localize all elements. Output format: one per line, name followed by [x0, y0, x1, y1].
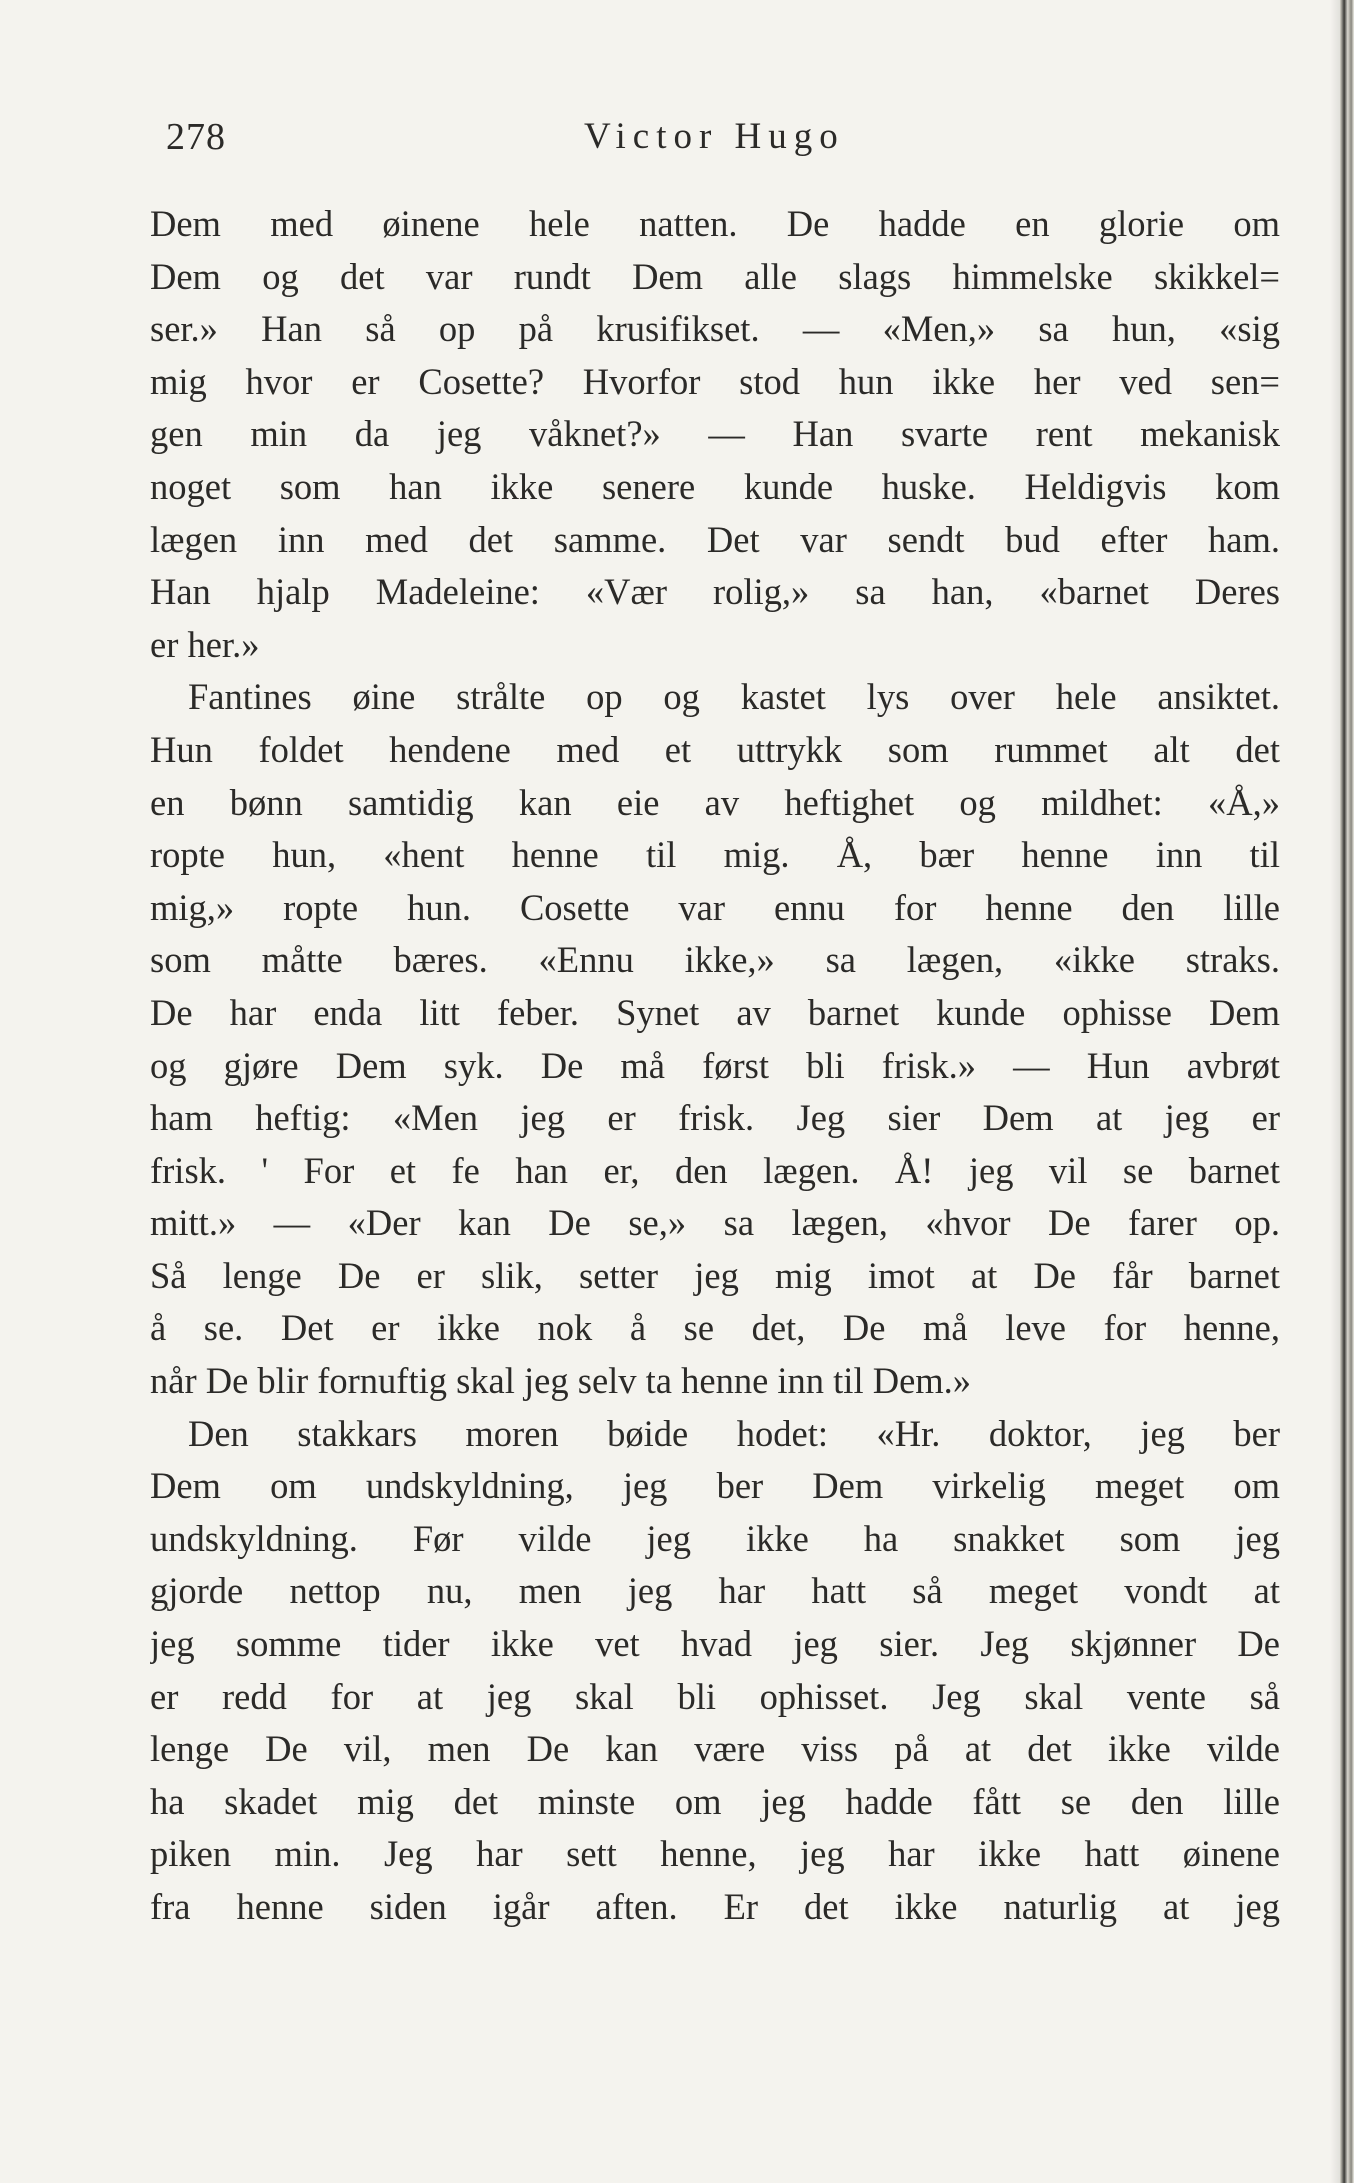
text-line: jeg somme tider ikke vet hvad jeg sier. Jeg skjønner De [150, 1623, 1280, 1665]
text-line: å se. Det er ikke nok å se det, De må leve for henne, [150, 1307, 1280, 1349]
text-line: er her.» [150, 623, 260, 665]
text-line: ha skadet mig det minste om jeg hadde fått se den lille [150, 1780, 1280, 1822]
text-line: og gjøre Dem syk. De må først bli frisk.» — Hun avbrøt [150, 1044, 1280, 1086]
text-line: ser.» Han så op på krusifikset. — «Men,» sa hun, «sig [150, 308, 1280, 350]
text-line: frisk. ' For et fe han er, den lægen. Å! jeg vil se barnet [150, 1149, 1280, 1191]
text-line: Den stakkars moren bøide hodet: «Hr. doktor, jeg ber [188, 1412, 1280, 1454]
text-line: Hun foldet hendene med et uttrykk som rummet alt det [150, 728, 1280, 770]
text-line: er redd for at jeg skal bli ophisset. Jeg skal vente så [150, 1675, 1280, 1717]
text-line: mig hvor er Cosette? Hvorfor stod hun ikke her ved sen= [150, 360, 1280, 402]
text-line: lenge De vil, men De kan være viss på at det ikke vilde [150, 1728, 1280, 1770]
text-line: Fantines øine strålte op og kastet lys over hele ansiktet. [188, 676, 1280, 718]
running-title: Victor Hugo [584, 116, 845, 157]
text-line: Dem og det var rundt Dem alle slags himmelske skikkel= [150, 255, 1280, 297]
text-line: mitt.» — «Der kan De se,» sa lægen, «hvor De farer op. [150, 1202, 1280, 1244]
text-line: Dem om undskyldning, jeg ber Dem virkelig meget om [150, 1465, 1280, 1507]
text-line: undskyldning. Før vilde jeg ikke ha snakket som jeg [150, 1517, 1280, 1559]
text-line: gjorde nettop nu, men jeg har hatt så meget vondt at [150, 1570, 1280, 1612]
text-line: lægen inn med det samme. Det var sendt bud efter ham. [150, 518, 1280, 560]
text-line: mig,» ropte hun. Cosette var ennu for henne den lille [150, 886, 1280, 928]
text-line: piken min. Jeg har sett henne, jeg har ikke hatt øinene [150, 1833, 1280, 1875]
text-line: gen min da jeg våknet?» — Han svarte rent mekanisk [150, 413, 1280, 455]
page-number: 278 [166, 116, 226, 158]
text-line: ropte hun, «hent henne til mig. Å, bær henne inn til [150, 834, 1280, 876]
text-line: Dem med øinene hele natten. De hadde en glorie om [150, 203, 1280, 244]
text-line: De har enda litt feber. Synet av barnet kunde ophisse Dem [150, 991, 1280, 1033]
text-line: som måtte bæres. «Ennu ikke,» sa lægen, «ikke straks. [150, 939, 1280, 981]
text-line: fra henne siden igår aften. Er det ikke naturlig at jeg [150, 1886, 1280, 1927]
body-text [150, 198, 1280, 1934]
page-edge [1340, 0, 1354, 2183]
text-line: Han hjalp Madeleine: «Vær rolig,» sa han, «barnet Deres [150, 571, 1280, 613]
text-line: når De blir fornuftig skal jeg selv ta henne inn til Dem.» [150, 1360, 972, 1402]
page-header [166, 115, 1266, 175]
text-line: en bønn samtidig kan eie av heftighet og mildhet: «Å,» [150, 781, 1280, 823]
text-line: ham heftig: «Men jeg er frisk. Jeg sier Dem at jeg er [150, 1097, 1280, 1139]
text-line: Så lenge De er slik, setter jeg mig imot at De får barnet [150, 1254, 1280, 1296]
text-line: noget som han ikke senere kunde huske. Heldigvis kom [150, 465, 1280, 507]
page-edge-shadow [1330, 0, 1340, 2183]
